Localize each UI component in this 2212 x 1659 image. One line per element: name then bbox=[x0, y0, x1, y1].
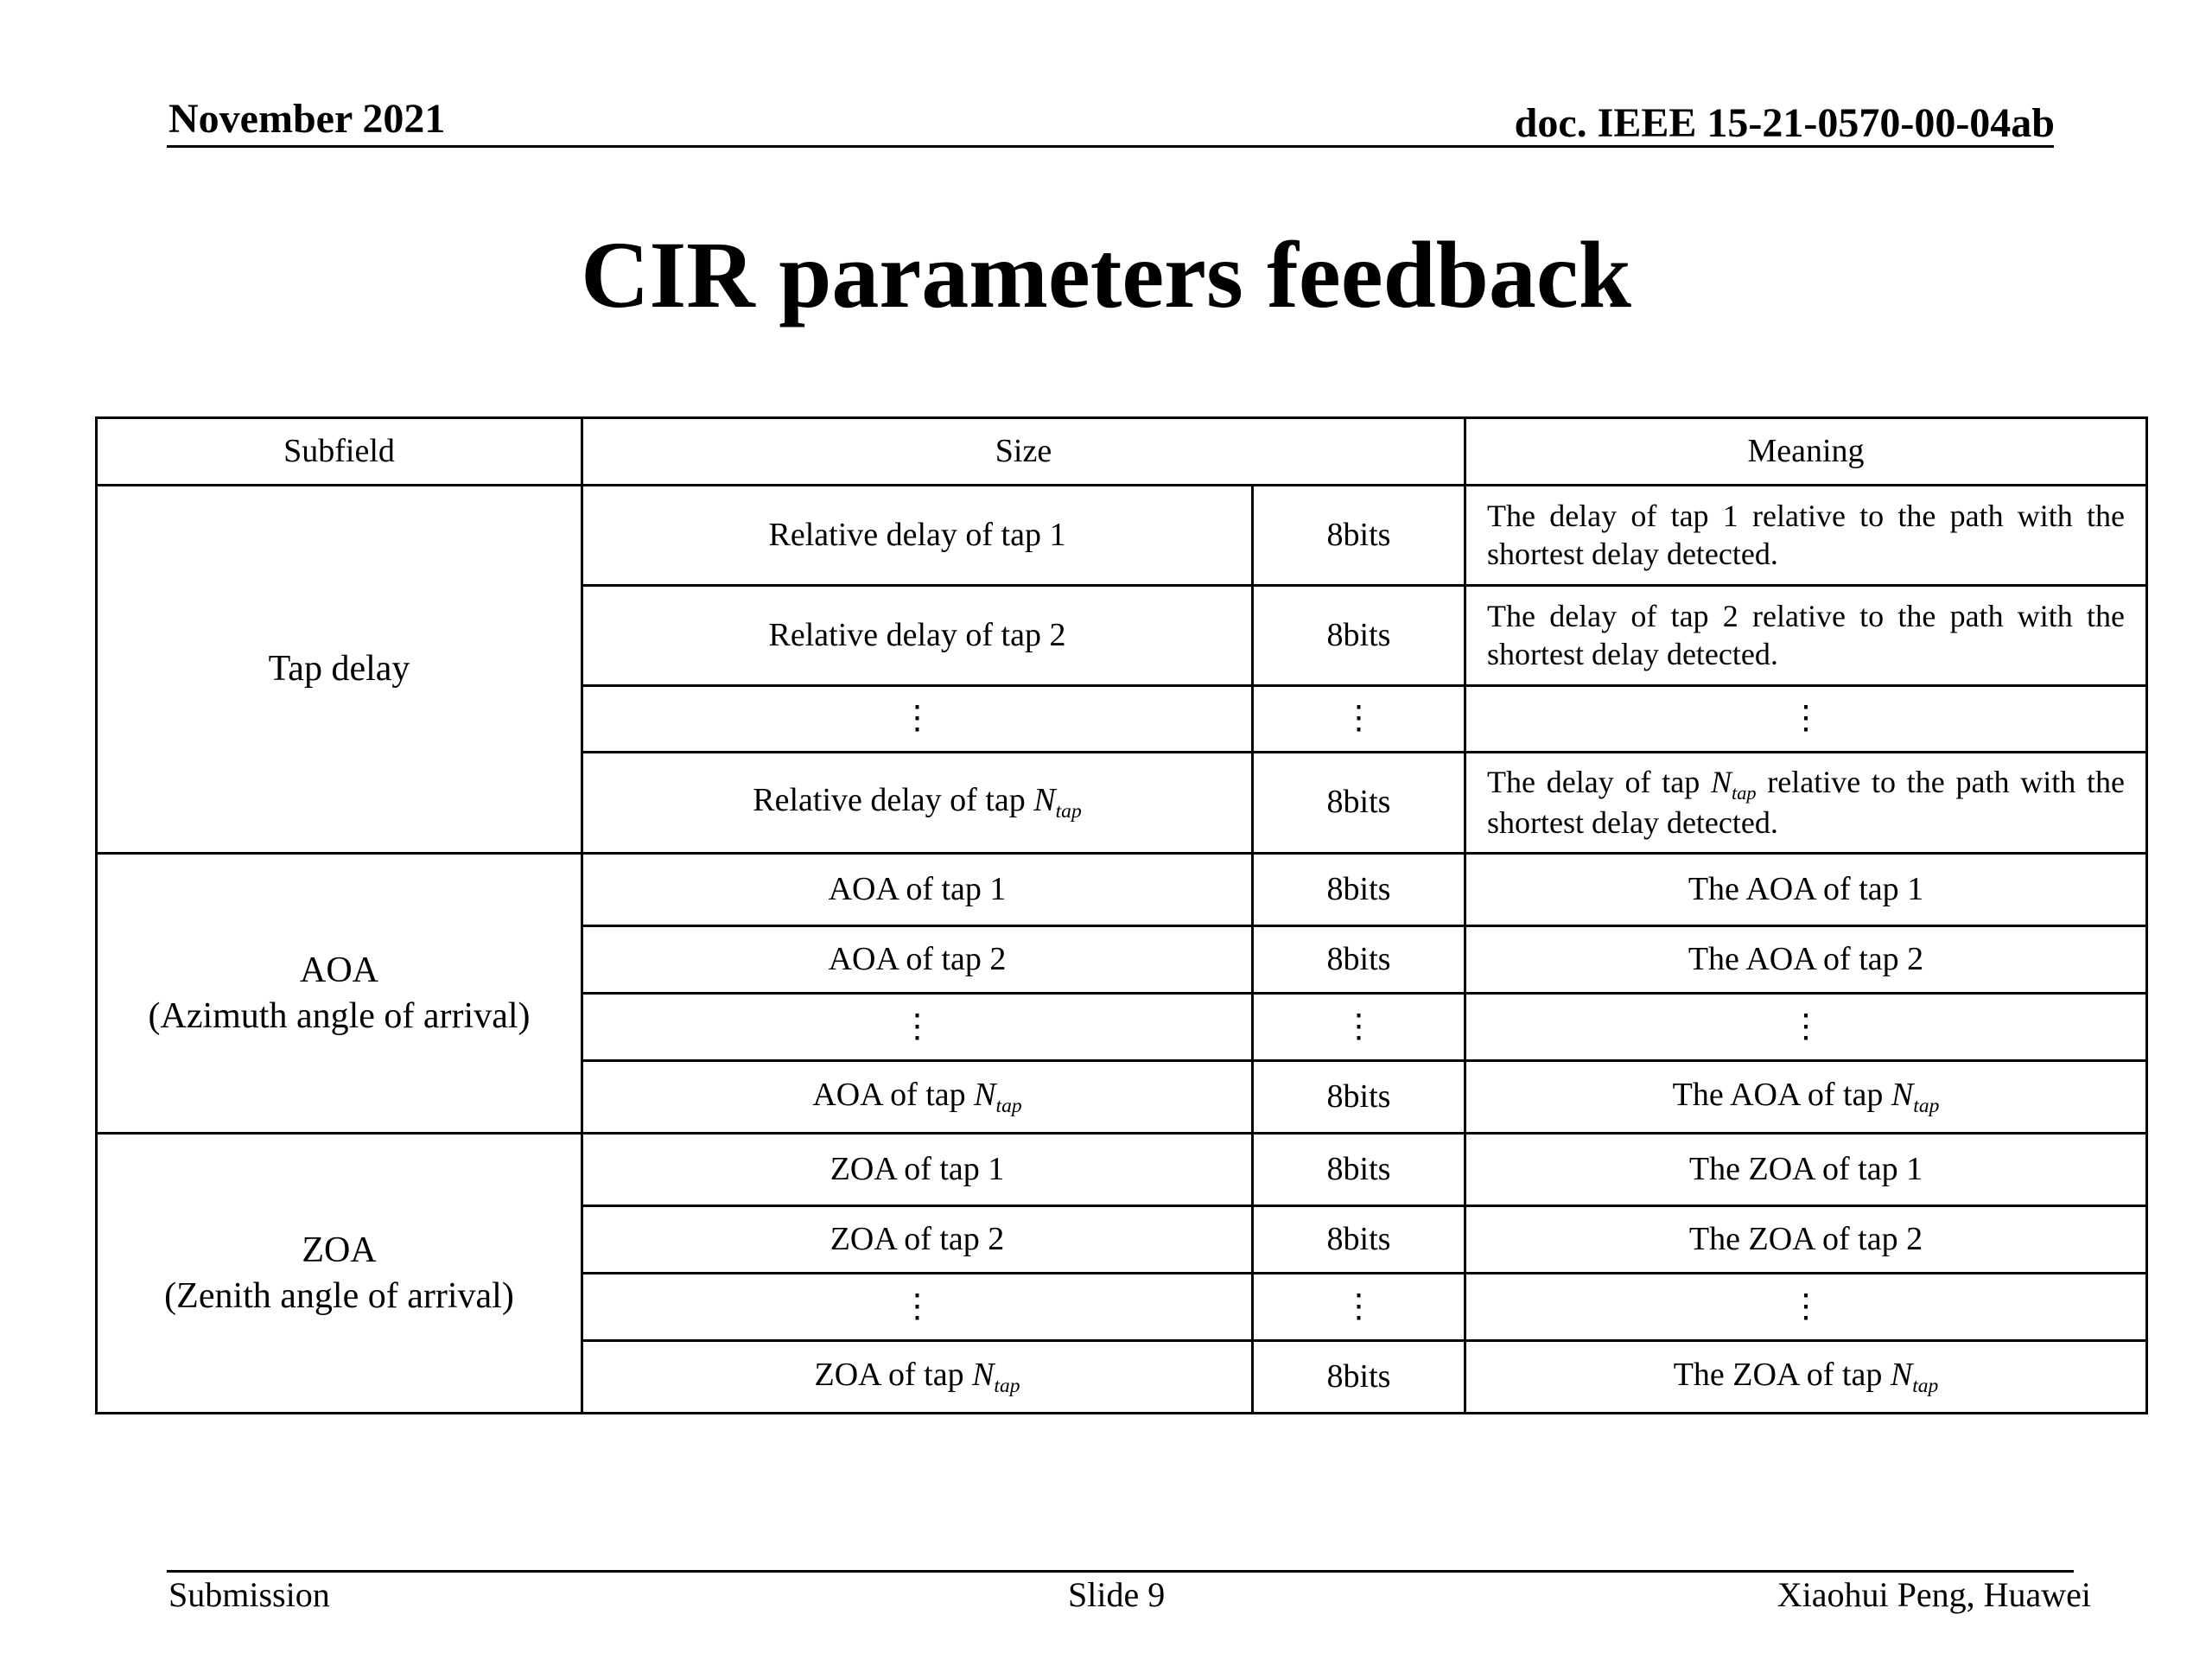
size-bits-cell: 8bits bbox=[1253, 586, 1465, 686]
meaning-cell: The delay of tap 2 relative to the path with the shortest delay detected. bbox=[1465, 586, 2147, 686]
ntap-symbol: $N_{tap}$ bbox=[1891, 1076, 1940, 1117]
meaning-cell: The ZOA of tap 2 bbox=[1465, 1206, 2147, 1274]
meaning-cell: The ZOA of tap $N_{tap}$ bbox=[1465, 1341, 2147, 1414]
size-name-cell: ZOA of tap 2 bbox=[582, 1206, 1253, 1274]
ntap-symbol: $N_{tap}$ bbox=[974, 1076, 1022, 1117]
subfield-label: ZOA bbox=[302, 1230, 377, 1270]
name-prefix: Relative delay of tap bbox=[753, 782, 1034, 819]
vertical-ellipsis: ⋮ bbox=[582, 686, 1253, 753]
subfield-description: (Zenith angle of arrival) bbox=[164, 1275, 514, 1316]
size-bits-cell: 8bits bbox=[1253, 1206, 1465, 1274]
footer-divider bbox=[167, 1570, 2074, 1573]
footer-submission: Submission bbox=[168, 1575, 330, 1614]
table-row bbox=[97, 1134, 2147, 1206]
vertical-ellipsis: ⋮ bbox=[1465, 1274, 2147, 1341]
header-size: Size bbox=[582, 418, 1465, 486]
meaning-cell: The AOA of tap $N_{tap}$ bbox=[1465, 1061, 2147, 1134]
vertical-ellipsis: ⋮ bbox=[1465, 686, 2147, 753]
meaning-cell: The AOA of tap 2 bbox=[1465, 926, 2147, 994]
meaning-cell: The AOA of tap 1 bbox=[1465, 854, 2147, 926]
vertical-ellipsis: ⋮ bbox=[582, 994, 1253, 1061]
size-name-cell bbox=[582, 753, 1253, 854]
header-doc-id: doc. IEEE 15-21-0570-00-04ab bbox=[1514, 100, 2055, 146]
header-subfield: Subfield bbox=[97, 418, 582, 486]
subfield-description: (Azimuth angle of arrival) bbox=[148, 995, 531, 1036]
meaning-cell: The delay of tap 1 relative to the path with the shortest delay detected. bbox=[1465, 486, 2147, 586]
ntap-symbol: $N_{tap}$ bbox=[972, 1356, 1020, 1397]
cir-parameters-table bbox=[95, 416, 2148, 1414]
table-row bbox=[97, 854, 2147, 926]
slide-title: CIR parameters feedback bbox=[581, 222, 1631, 327]
size-bits-cell: 8bits bbox=[1253, 753, 1465, 854]
subfield-aoa bbox=[97, 854, 582, 1134]
vertical-ellipsis: ⋮ bbox=[1253, 1274, 1465, 1341]
ntap-symbol: $N_{tap}$ bbox=[1710, 764, 1757, 804]
subfield-tap-delay bbox=[97, 486, 582, 854]
size-name-cell: AOA of tap 1 bbox=[582, 854, 1253, 926]
subfield-label: Tap delay bbox=[268, 649, 410, 690]
ntap-symbol: $N_{tap}$ bbox=[1033, 782, 1082, 823]
size-bits-cell: 8bits bbox=[1253, 1341, 1465, 1414]
ntap-symbol: $N_{tap}$ bbox=[1890, 1356, 1939, 1397]
meaning-cell: The ZOA of tap 1 bbox=[1465, 1134, 2147, 1206]
table-row bbox=[97, 486, 2147, 586]
size-bits-cell: 8bits bbox=[1253, 926, 1465, 994]
size-name-cell: Relative delay of tap 2 bbox=[582, 586, 1253, 686]
subfield-zoa bbox=[97, 1134, 582, 1414]
vertical-ellipsis: ⋮ bbox=[1253, 994, 1465, 1061]
vertical-ellipsis: ⋮ bbox=[1465, 994, 2147, 1061]
vertical-ellipsis: ⋮ bbox=[1253, 686, 1465, 753]
size-bits-cell: 8bits bbox=[1253, 486, 1465, 586]
header-divider bbox=[167, 145, 2054, 148]
size-bits-cell: 8bits bbox=[1253, 854, 1465, 926]
meaning-cell: The delay of tap $N_{tap}$ relative to the path with the shortest delay detected. bbox=[1465, 753, 2147, 854]
footer-author: Xiaohui Peng, Huawei bbox=[1777, 1575, 2091, 1614]
header-meaning: Meaning bbox=[1465, 418, 2147, 486]
vertical-ellipsis: ⋮ bbox=[582, 1274, 1253, 1341]
subfield-label: AOA bbox=[300, 950, 378, 990]
footer-slide-number: Slide 9 bbox=[1068, 1575, 1166, 1614]
size-name-cell: AOA of tap $N_{tap}$ bbox=[582, 1061, 1253, 1134]
table-header-row bbox=[97, 418, 2147, 486]
size-name-cell: ZOA of tap $N_{tap}$ bbox=[582, 1341, 1253, 1414]
size-bits-cell: 8bits bbox=[1253, 1134, 1465, 1206]
size-name-cell: AOA of tap 2 bbox=[582, 926, 1253, 994]
size-bits-cell: 8bits bbox=[1253, 1061, 1465, 1134]
size-name-cell: ZOA of tap 1 bbox=[582, 1134, 1253, 1206]
size-name-cell: Relative delay of tap 1 bbox=[582, 486, 1253, 586]
header-date: November 2021 bbox=[168, 96, 446, 142]
